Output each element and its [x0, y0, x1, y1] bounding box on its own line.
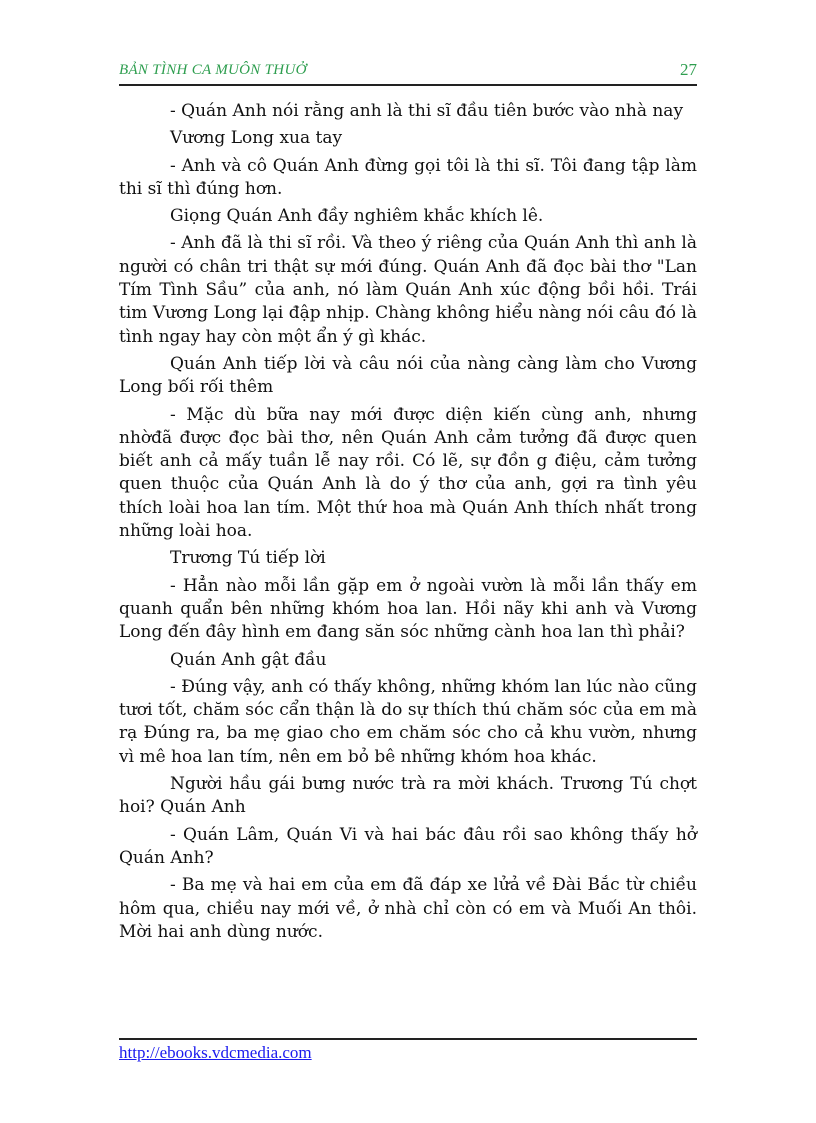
paragraph: - Hẳn nào mỗi lần gặp em ở ngoài vườn là mỗi lần thấy em quanh quẩn bên những khóm hoa lan. Hồi nãy khi anh và Vương Long đến đây hình em đang săn sóc những cành hoa lan thì phải?: [119, 575, 697, 643]
paragraph: Trương Tú tiếp lời: [170, 548, 326, 569]
paragraph: - Mặc dù bữa nay mới được diện kiến cùng anh, nhưng nhờđã được đọc bài thơ, nên Quán Anh cảm tưởng đã được quen biết anh cả mấy tuần lễ nay rồi. Có lẽ, sự đồn g điệu, cảm tưởng quen thuộc của Quán Anh là do ý thơ của anh, gợi ra tình yêu thích loài hoa lan tím. Một thứ hoa mà Quán Anh thích nhất trong những loài hoa.: [119, 404, 697, 542]
page-header: [119, 58, 697, 86]
paragraph: - Quán Lâm, Quán Vi và hai bác đâu rồi sao không thấy hở Quán Anh?: [119, 824, 697, 868]
page-number: 27: [680, 60, 697, 79]
footer-divider: [119, 1038, 697, 1040]
paragraph: - Anh và cô Quán Anh đừng gọi tôi là thi sĩ. Tôi đang tập làm thi sĩ thì đúng hơn.: [119, 155, 697, 199]
paragraph: Người hầu gái bưng nước trà ra mời khách. Trương Tú chợt hoi? Quán Anh: [119, 774, 697, 818]
running-title: BẢN TÌNH CA MUÔN THUỞ: [119, 62, 307, 78]
paragraph: Vương Long xua tay: [170, 128, 343, 149]
footer-link[interactable]: http://ebooks.vdcmedia.com: [119, 1043, 312, 1062]
paragraph: - Đúng vậy, anh có thấy không, những khóm lan lúc nào cũng tươi tốt, chăm sóc cẩn thận là do sự thích thú chăm sóc của em mà rạ Đúng ra, ba mẹ giao cho em chăm sóc cho cả khu vườn, nhưng vì mê hoa lan tím, nên em bỏ bê những khóm hoa khác.: [119, 676, 697, 767]
paragraph: - Ba mẹ và hai em của em đã đáp xe lửả về Đài Bắc từ chiều hôm qua, chiều nay mới về, ở nhà chỉ còn có em và Muối An thôi. Mời hai anh dùng nước.: [119, 875, 697, 942]
paragraph: - Quán Anh nói rằng anh là thi sĩ đầu tiên bước vào nhà nay: [170, 101, 684, 121]
paragraph: Quán Anh gật đầu: [170, 649, 327, 670]
paragraph: - Anh đã là thi sĩ rồi. Và theo ý riêng của Quán Anh thì anh là người có chân tri thật sự mới đúng. Quán Anh đã đọc bài thơ "Lan Tím Tình Sầu” của anh, nó làm Quán Anh xúc động bồi hồi. Trái tim Vương Long lại đập nhịp. Chàng không hiểu nàng nói câu đó là tình ngay hay còn một ẩn ý gì khác.: [119, 233, 697, 347]
body-text: [119, 100, 697, 948]
paragraph: Quán Anh tiếp lời và câu nói của nàng càng làm cho Vương Long bối rối thêm: [119, 353, 697, 398]
paragraph: Giọng Quán Anh đầy nghiêm khắc khích lê.: [170, 206, 544, 227]
